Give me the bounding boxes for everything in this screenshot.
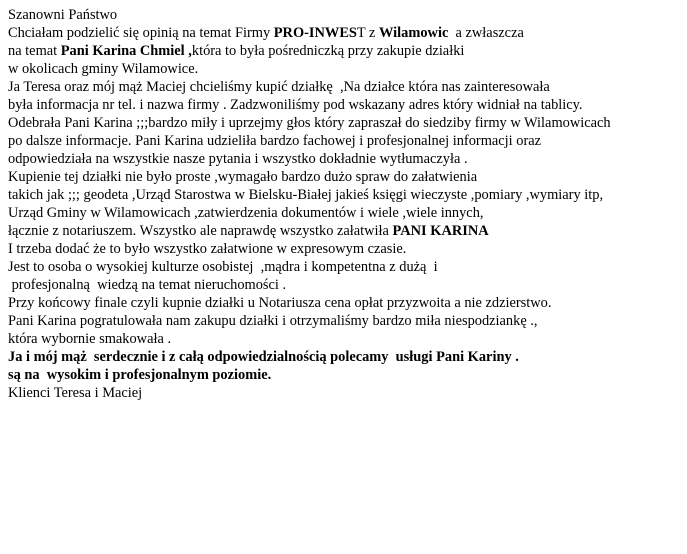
recommendation-line-2-bold: są na wysokim i profesjonalnym poziomie. [8,367,272,383]
letter-line-11: takich jak ;;; geodeta ,Urząd Starostwa w Bielsku-Białej jakieś księgi wieczyste ,pomiary ,wymiary itp, [8,187,604,203]
text-segment: na temat [8,43,61,59]
text-segment: która to była pośredniczką przy zakupie działki [191,43,465,59]
letter-line-16: profesjonalną wiedzą na temat nieruchomości . [8,277,287,293]
agent-name-caps-bold: PANI KARINA [392,223,489,239]
letter-line-15: Jest to osoba o wysokiej kulturze osobistej ,mądra i kompetentna z dużą i [8,259,438,275]
letter-line-2 [8,24,683,42]
letter-line-4: w okolicach gminy Wilamowice. [8,61,199,77]
letter-line-9: odpowiedziała na wszystkie nasze pytania i wszystko dokładnie wytłumaczyła . [8,151,468,167]
letter-body [8,6,683,402]
letter-line-12: Urząd Gminy w Wilamowicach ,zatwierdzenia dokumentów i wiele ,wiele innych, [8,205,484,221]
agent-name-bold: Pani Karina Chmiel , [60,43,192,59]
letter-line-13 [8,222,683,240]
text-segment: a zwłaszcza [448,25,524,41]
letter-line-5: Ja Teresa oraz mój mąż Maciej chcieliśmy kupić działkę ,Na działce która nas zainteresowała [8,79,550,95]
letter-line-10: Kupienie tej działki nie było proste ,wymagało bardzo dużo spraw do załatwienia [8,169,478,185]
letter-line-19: która wybornie smakowała . [8,331,172,347]
text-segment: łącznie z notariuszem. Wszystko ale naprawdę wszystko załatwiła [8,223,393,239]
greeting-line: Szanowni Państwo [8,7,118,23]
letter-line-8: po dalsze informacje. Pani Karina udzieliła bardzo fachowej i profesjonalnej informacji oraz [8,133,542,149]
letter-line-18: Pani Karina pogratulowała nam zakupu działki i otrzymaliśmy bardzo miła niespodziankę ., [8,313,538,329]
recommendation-line-bold: Ja i mój mąż serdecznie i z całą odpowiedzialnością polecamy usługi Pani Kariny . [8,349,519,365]
town-name-bold: Wilamowic [379,25,449,41]
signature-line: Klienci Teresa i Maciej [8,385,143,401]
text-segment: Chciałam podzielić się opinią na temat Firmy [8,25,274,41]
text-segment: T z [356,25,380,41]
letter-line-17: Przy końcowy finale czyli kupnie działki u Notariusza cena opłat przyzwoita a nie zdzierstwo. [8,295,552,311]
letter-line-3 [8,42,683,60]
company-name-bold: PRO-INWES [273,25,357,41]
letter-line-7: Odebrała Pani Karina ;;;bardzo miły i uprzejmy głos który zapraszał do siedziby firmy w Wilamowicach [8,115,611,131]
letter-line-14: I trzeba dodać że to było wszystko załatwione w expresowym czasie. [8,241,407,257]
letter-line-6: była informacja nr tel. i nazwa firmy . Zadzwoniliśmy pod wskazany adres który widniał na tablicy. [8,97,583,113]
